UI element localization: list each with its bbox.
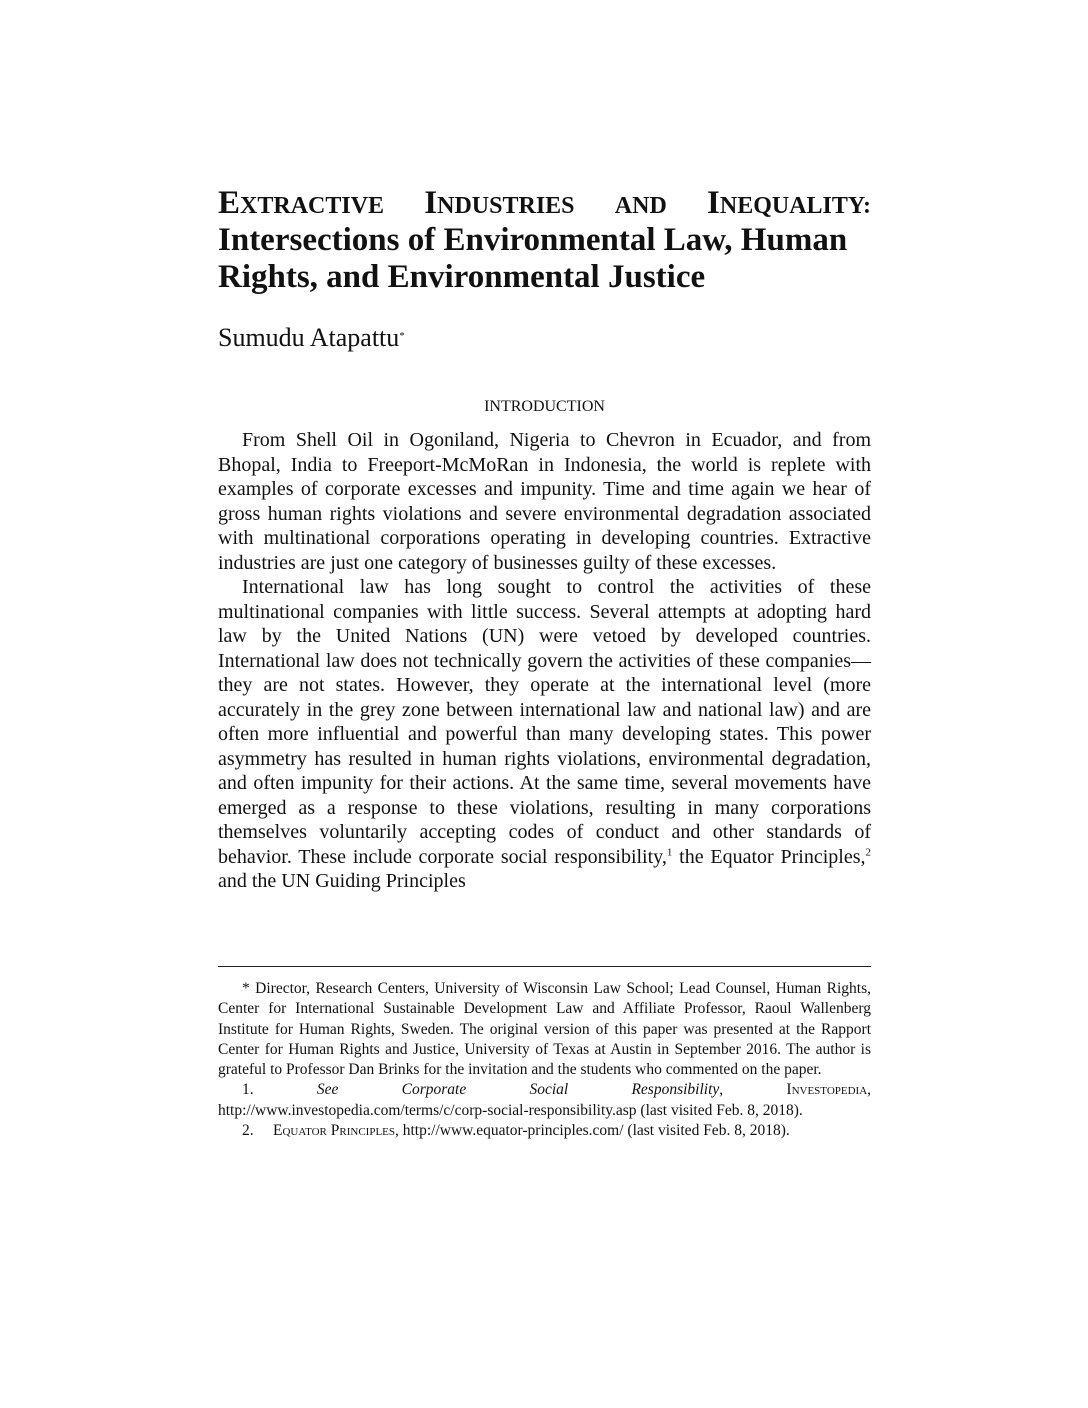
footnote-1 [218, 1080, 871, 1100]
title-word-inequality: INEQUALITY: [707, 185, 872, 221]
article-subtitle: Intersections of Environmental Law, Human Rights, and Environmental Justice [218, 222, 848, 295]
article-title [218, 183, 871, 226]
footnotes [218, 979, 871, 1141]
footnote-ref-1: 1 [666, 845, 673, 858]
footnote-author: * Director, Research Centers, University of Wisconsin Law School; Lead Counsel, Human Rights, Center for International Sustainable Development Law and Affiliate Professor, Raoul Wallenberg Institute for Human Rights, Sweden. The original version of this paper was presented at the Rapport Center for Human Rights and Justice, University of Texas at Austin in September 2016. The author is grateful to Professor Dan Brinks for the invitation and the students who commented on the paper. [218, 980, 871, 1079]
title-word-and: AND [614, 193, 667, 219]
author-footnote-mark: * [399, 330, 405, 342]
author-name-text: Sumudu Atapattu [218, 323, 400, 352]
footnote-1-line1: 1. See Corporate Social Responsibility, Investopedia, [242, 1081, 872, 1099]
author-name [218, 323, 405, 353]
footnote-divider [218, 966, 871, 967]
section-heading: INTRODUCTION [484, 398, 605, 415]
footnote-2: 2. Equator Principles, http://www.equator-principles.com/ (last visited Feb. 8, 2018). [242, 1122, 790, 1140]
title-word-industries: INDUSTRIES [424, 185, 575, 221]
footnote-1-url: http://www.investopedia.com/terms/c/corp-social-responsibility.asp (last visited Feb. 8, 2018). [218, 1101, 803, 1119]
title-word-extractive: EXTRACTIVE [218, 185, 385, 221]
paragraph-1: From Shell Oil in Ogoniland, Nigeria to Chevron in Ecuador, and from Bhopal, India to Freeport-McMoRan in Indonesia, the world is replete with examples of corporate excesses and impunity. Time and time again we hear of gross human rights violations and severe environmental degradation associated with multinational corporations operating in developing countries. Extractive industries are just one category of businesses guilty of these excesses. [218, 429, 871, 574]
footnote-ref-2: 2 [865, 845, 872, 858]
body-text [218, 428, 871, 894]
paragraph-2: International law has long sought to control the activities of these multinational companies with little success. Several attempts at adopting hard law by the United Nations (UN) were vetoed by developed countries. International law does not technically govern the activities of these companies—they are not states. However, they operate at the international level (more accurately in the grey zone between international law and national law) and are often more influential and powerful than many developing states. This power asymmetry has resulted in human rights violations, environmental degradation, and often impunity for their actions. At the same time, several movements have emerged as a response to these violations, resulting in many corporations themselves voluntarily accepting codes of conduct and other standards of behavior. These include corporate social responsibility,$^1$ the Equator Principles,$^2$ and the UN Guiding Principles [218, 576, 872, 892]
